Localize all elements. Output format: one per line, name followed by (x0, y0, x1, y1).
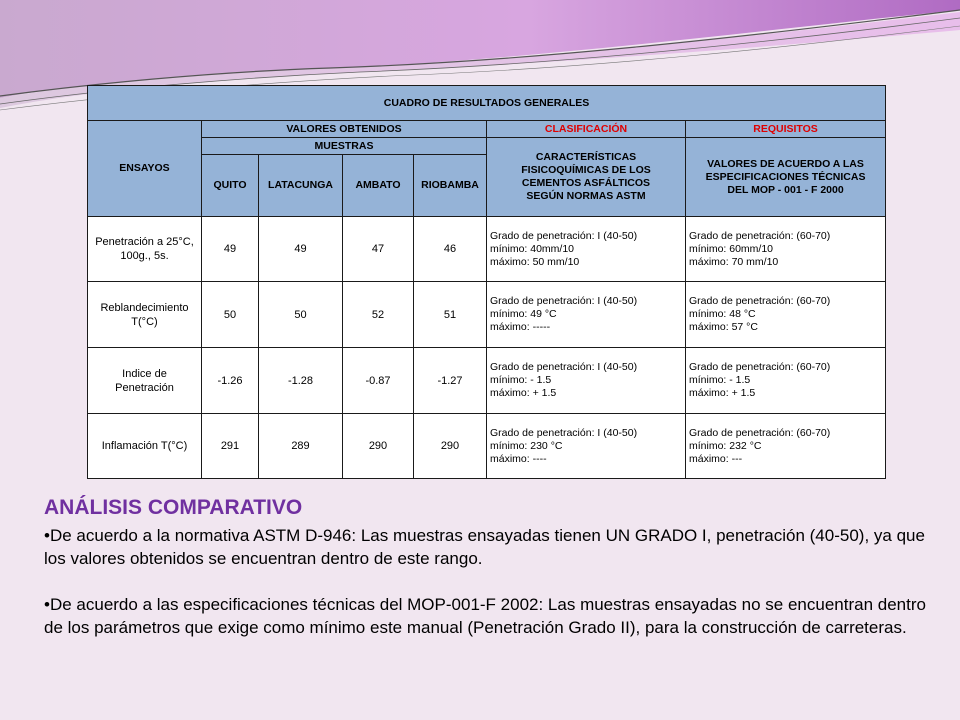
ensayo-line: T(°C) (131, 315, 158, 328)
requisitos-line: máximo: 57 °C (689, 321, 758, 333)
requisitos-line: mínimo: 60mm/10 (689, 242, 774, 255)
ensayo-line: Penetración a 25°C, (95, 236, 194, 248)
clasificacion-cell (487, 282, 686, 348)
table-row (88, 348, 886, 414)
col-ensayos: ENSAYOS (88, 121, 202, 217)
requisitos-line: mínimo: 48 °C (689, 308, 756, 320)
table-row (88, 217, 886, 282)
ensayo-cell (88, 348, 202, 414)
clasificacion-cell (487, 217, 686, 282)
clasificacion-line: Grado de penetración: I (40-50) (490, 229, 638, 242)
requisitos-cell (686, 348, 886, 414)
clasificacion-line: máximo: + 1.5 (490, 387, 557, 399)
value-cell: 49 (259, 217, 343, 282)
clasificacion-desc-line: CEMENTOS ASFÁLTICOS (521, 177, 651, 189)
city-header-ambato: AMBATO (343, 155, 414, 217)
requisitos-line: Grado de penetración: (60-70) (689, 295, 831, 307)
requisitos-desc-line: DEL MOP - 001 - F 2000 (727, 183, 844, 196)
ensayo-line: Penetración (115, 381, 174, 394)
value-cell: 290 (414, 414, 487, 479)
analysis-section (44, 496, 944, 639)
requisitos-line: Grado de penetración: (60-70) (689, 361, 831, 373)
ensayo-cell (88, 282, 202, 348)
ensayo-line: Reblandecimiento (100, 301, 189, 314)
ensayo-cell (88, 414, 202, 479)
requisitos-line: mínimo: 232 °C (689, 439, 762, 452)
clasificacion-line: máximo: ---- (490, 452, 547, 465)
clasificacion-line: Grado de penetración: I (40-50) (490, 361, 638, 373)
value-cell: 51 (414, 282, 487, 348)
requisitos-line: máximo: + 1.5 (689, 387, 756, 399)
clasificacion-line: mínimo: 49 °C (490, 308, 557, 320)
value-cell: 46 (414, 217, 487, 282)
ensayo-line: Indice de (122, 367, 167, 380)
clasificacion-line: mínimo: 230 °C (490, 439, 563, 452)
clasificacion-line: Grado de penetración: I (40-50) (490, 295, 638, 307)
value-cell: 50 (259, 282, 343, 348)
requisitos-line: Grado de penetración: (60-70) (689, 426, 831, 439)
col-clasificacion: CLASIFICACIÓN (487, 121, 686, 138)
col-requisitos: REQUISITOS (686, 121, 886, 138)
value-cell: -1.26 (202, 348, 259, 414)
value-cell: 52 (343, 282, 414, 348)
requisitos-line: máximo: --- (689, 452, 743, 465)
table-title: CUADRO DE RESULTADOS GENERALES (88, 86, 886, 121)
table-row (88, 282, 886, 348)
requisitos-cell (686, 217, 886, 282)
requisitos-line: mínimo: - 1.5 (689, 374, 751, 386)
ensayo-line: Inflamación T(°C) (101, 440, 188, 452)
clasificacion-desc-line: SEGÚN NORMAS ASTM (526, 190, 646, 202)
clasificacion-line: máximo: ----- (490, 321, 551, 333)
requisitos-cell (686, 414, 886, 479)
value-cell: -0.87 (343, 348, 414, 414)
ensayo-line: 100g., 5s. (120, 250, 169, 262)
clasificacion-cell (487, 414, 686, 479)
clasificacion-line: Grado de penetración: I (40-50) (490, 426, 638, 439)
city-header-latacunga: LATACUNGA (259, 155, 343, 217)
value-cell: -1.28 (259, 348, 343, 414)
clasificacion-desc-line: FISICOQUÍMICAS DE LOS (521, 164, 651, 176)
value-cell: 50 (202, 282, 259, 348)
clasificacion-line: mínimo: 40mm/10 (490, 242, 575, 255)
analysis-bullet-astm: •De acuerdo a la normativa ASTM D-946: Las muestras ensayadas tienen UN GRADO I, penetración (40-50), ya que los valores obtenidos se encuentran dentro de este rango. (44, 526, 925, 568)
requisitos-desc-line: VALORES DE ACUERDO A LAS (707, 157, 864, 170)
table-row (88, 414, 886, 479)
clasificacion-line: mínimo: - 1.5 (490, 374, 552, 386)
city-header-riobamba: RIOBAMBA (414, 155, 487, 217)
requisitos-line: máximo: 70 mm/10 (689, 255, 779, 268)
clasificacion-desc-line: CARACTERÍSTICAS (535, 151, 637, 163)
results-table (87, 85, 886, 479)
requisitos-cell (686, 282, 886, 348)
value-cell: -1.27 (414, 348, 487, 414)
clasificacion-description (487, 138, 686, 217)
value-cell: 49 (202, 217, 259, 282)
requisitos-line: Grado de penetración: (60-70) (689, 229, 831, 242)
value-cell: 289 (259, 414, 343, 479)
analysis-heading: ANÁLISIS COMPARATIVO (44, 496, 303, 519)
value-cell: 291 (202, 414, 259, 479)
col-valores-obtenidos: VALORES OBTENIDOS (202, 121, 487, 138)
city-header-quito: QUITO (202, 155, 259, 217)
value-cell: 290 (343, 414, 414, 479)
requisitos-description (686, 138, 886, 217)
analysis-bullet-mop: •De acuerdo a las especificaciones técnicas del MOP-001-F 2002: Las muestras ensayadas no se encuentran dentro de los parámetros que exige como mínimo este manual (Penetración Grado II), para la construcción de carreteras. (44, 595, 926, 637)
clasificacion-line: máximo: 50 mm/10 (490, 255, 580, 268)
clasificacion-cell (487, 348, 686, 414)
ensayo-cell (88, 217, 202, 282)
requisitos-desc-line: ESPECIFICACIONES TÉCNICAS (705, 170, 866, 183)
value-cell: 47 (343, 217, 414, 282)
col-muestras: MUESTRAS (202, 138, 487, 155)
